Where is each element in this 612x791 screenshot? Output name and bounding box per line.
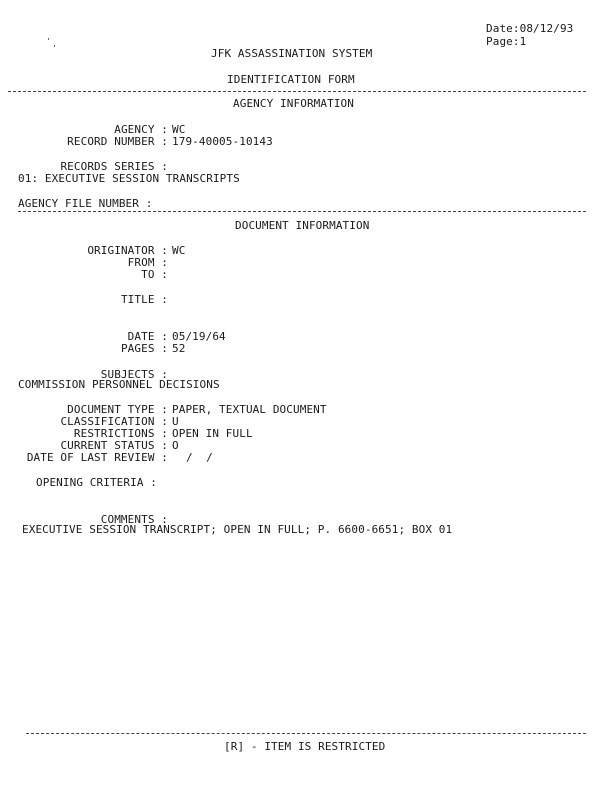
page-number: Page:1	[486, 35, 527, 48]
divider-top	[8, 91, 586, 92]
current-status-value: O	[172, 439, 179, 452]
agency-label: AGENCY :	[114, 123, 168, 136]
pages-label: PAGES :	[120, 342, 168, 355]
pages-value: 52	[172, 342, 186, 355]
restricted-note: [R] - ITEM IS RESTRICTED	[224, 740, 386, 753]
system-title: JFK ASSASSINATION SYSTEM	[211, 47, 373, 60]
agency-value: WC	[172, 123, 186, 136]
last-review-value: / /	[186, 451, 213, 464]
classification-label: CLASSIFICATION :	[60, 415, 168, 428]
restrictions-value: OPEN IN FULL	[172, 427, 253, 440]
date-stamp: Date:08/12/93	[486, 22, 574, 35]
current-status-label: CURRENT STATUS :	[60, 439, 168, 452]
originator-value: WC	[172, 244, 186, 257]
opening-criteria-label: OPENING CRITERIA :	[36, 476, 158, 489]
originator-label: ORIGINATOR :	[87, 244, 168, 257]
document-section-heading: DOCUMENT INFORMATION	[235, 219, 370, 232]
document-type-label: DOCUMENT TYPE :	[67, 403, 168, 416]
to-label: TO :	[141, 268, 168, 281]
record-number-label: RECORD NUMBER :	[67, 135, 168, 148]
title-label: TITLE :	[120, 293, 168, 306]
records-series-value: 01: EXECUTIVE SESSION TRANSCRIPTS	[18, 172, 240, 185]
comments-label: COMMENTS :	[100, 513, 168, 526]
agency-section-heading: AGENCY INFORMATION	[233, 97, 355, 110]
record-number-value: 179-40005-10143	[172, 135, 273, 148]
date-value: 05/19/64	[172, 330, 226, 343]
document-type-value: PAPER, TEXTUAL DOCUMENT	[172, 403, 327, 416]
divider-middle	[18, 211, 586, 212]
comments-value: EXECUTIVE SESSION TRANSCRIPT; OPEN IN FULL; P. 6600-6651; BOX 01	[22, 523, 453, 536]
scan-speck	[48, 38, 49, 40]
last-review-label: DATE OF LAST REVIEW :	[26, 451, 168, 464]
divider-bottom	[26, 733, 586, 734]
classification-value: U	[172, 415, 179, 428]
from-label: FROM :	[127, 256, 168, 269]
form-title: IDENTIFICATION FORM	[227, 73, 355, 86]
records-series-label: RECORDS SERIES :	[60, 160, 168, 173]
subjects-label: SUBJECTS :	[100, 368, 168, 381]
date-label: DATE :	[127, 330, 168, 343]
agency-file-number-label: AGENCY FILE NUMBER :	[18, 197, 153, 210]
subjects-value: COMMISSION PERSONNEL DECISIONS	[18, 378, 220, 391]
restrictions-label: RESTRICTIONS :	[73, 427, 168, 440]
scan-speck	[54, 45, 55, 47]
